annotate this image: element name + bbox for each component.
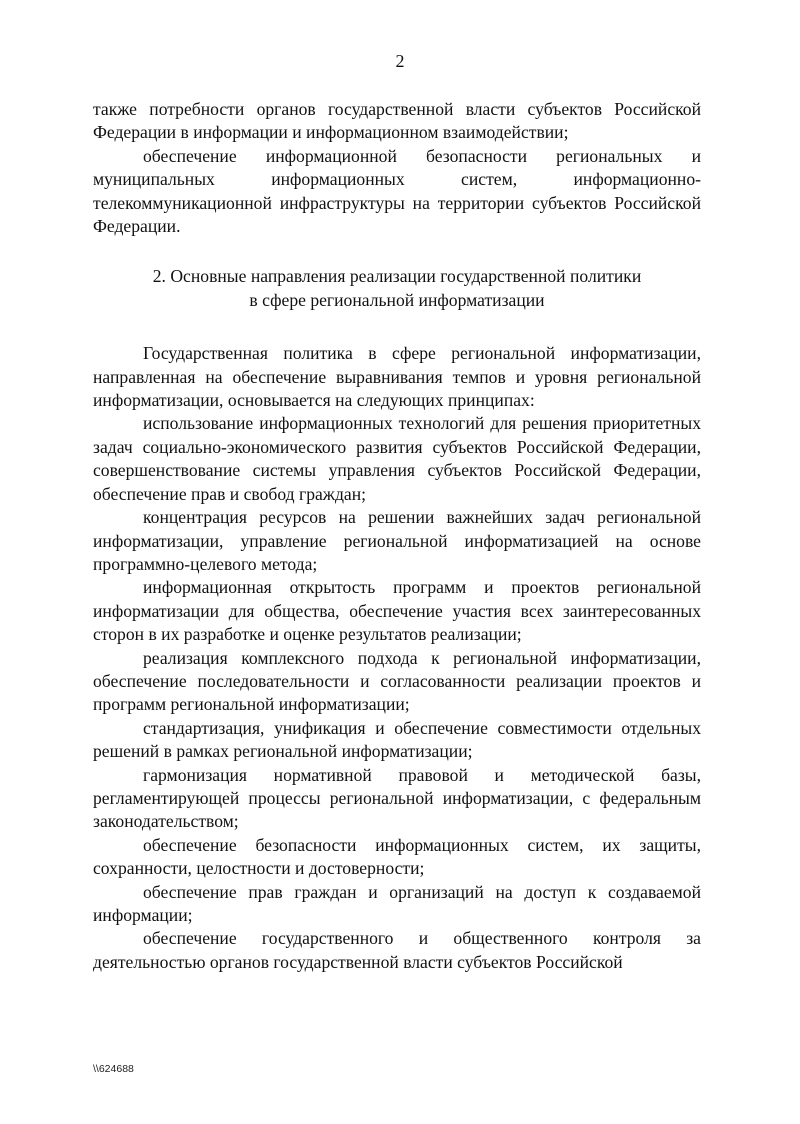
paragraph: обеспечение прав граждан и организаций на доступ к создаваемой информации; <box>93 881 701 925</box>
paragraph: гармонизация нормативной правовой и методической базы, регламентирующей процессы региональной информатизации, с федеральным законодательством; <box>93 764 701 832</box>
section-heading-line: 2. Основные направления реализации государственной политики <box>152 266 642 287</box>
paragraph: также потребности органов государственной власти субъектов Российской Федерации в информации и информационном взаимодействии; <box>93 99 701 143</box>
document-code: \\624688 <box>93 1063 134 1075</box>
page-number: 2 <box>395 51 405 71</box>
paragraph: обеспечение информационной безопасности региональных и муниципальных информационных систем, информационно-телекоммуникационной инфраструктуры на территории субъектов Российской Федерации. <box>93 145 701 237</box>
section-heading-line: в сфере региональной информатизации <box>249 289 545 310</box>
paragraph: использование информационных технологий для решения приоритетных задач социально-экономического развития субъектов Российской Федерации, совершенствование системы управления субъектов Российской Федерации, обеспечение прав и свобод граждан; <box>93 413 701 504</box>
document-body <box>93 98 701 974</box>
paragraph: реализация комплексного подхода к региональной информатизации, обеспечение последовательности и согласованности реализации проектов и программ региональной информатизации; <box>93 647 701 715</box>
paragraph: обеспечение государственного и общественного контроля за деятельностью органов государственной власти субъектов Российской <box>93 928 701 972</box>
paragraph: Государственная политика в сфере региональной информатизации, направленная на обеспечение выравнивания темпов и уровня региональной информатизации, основывается на следующих принципах: <box>93 343 701 411</box>
paragraph: концентрация ресурсов на решении важнейших задач региональной информатизации, управление региональной информатизацией на основе программно-целевого метода; <box>93 507 701 574</box>
paragraph: обеспечение безопасности информационных систем, их защиты, сохранности, целостности и достоверности; <box>93 834 701 879</box>
paragraph: информационная открытость программ и проектов региональной информатизации для общества, обеспечение участия всех заинтересованных сторон в их разработке и оценке результатов реализации; <box>93 577 701 645</box>
paragraph: стандартизация, унификация и обеспечение совместимости отдельных решений в рамках региональной информатизации; <box>93 717 701 762</box>
section-heading <box>93 265 701 312</box>
